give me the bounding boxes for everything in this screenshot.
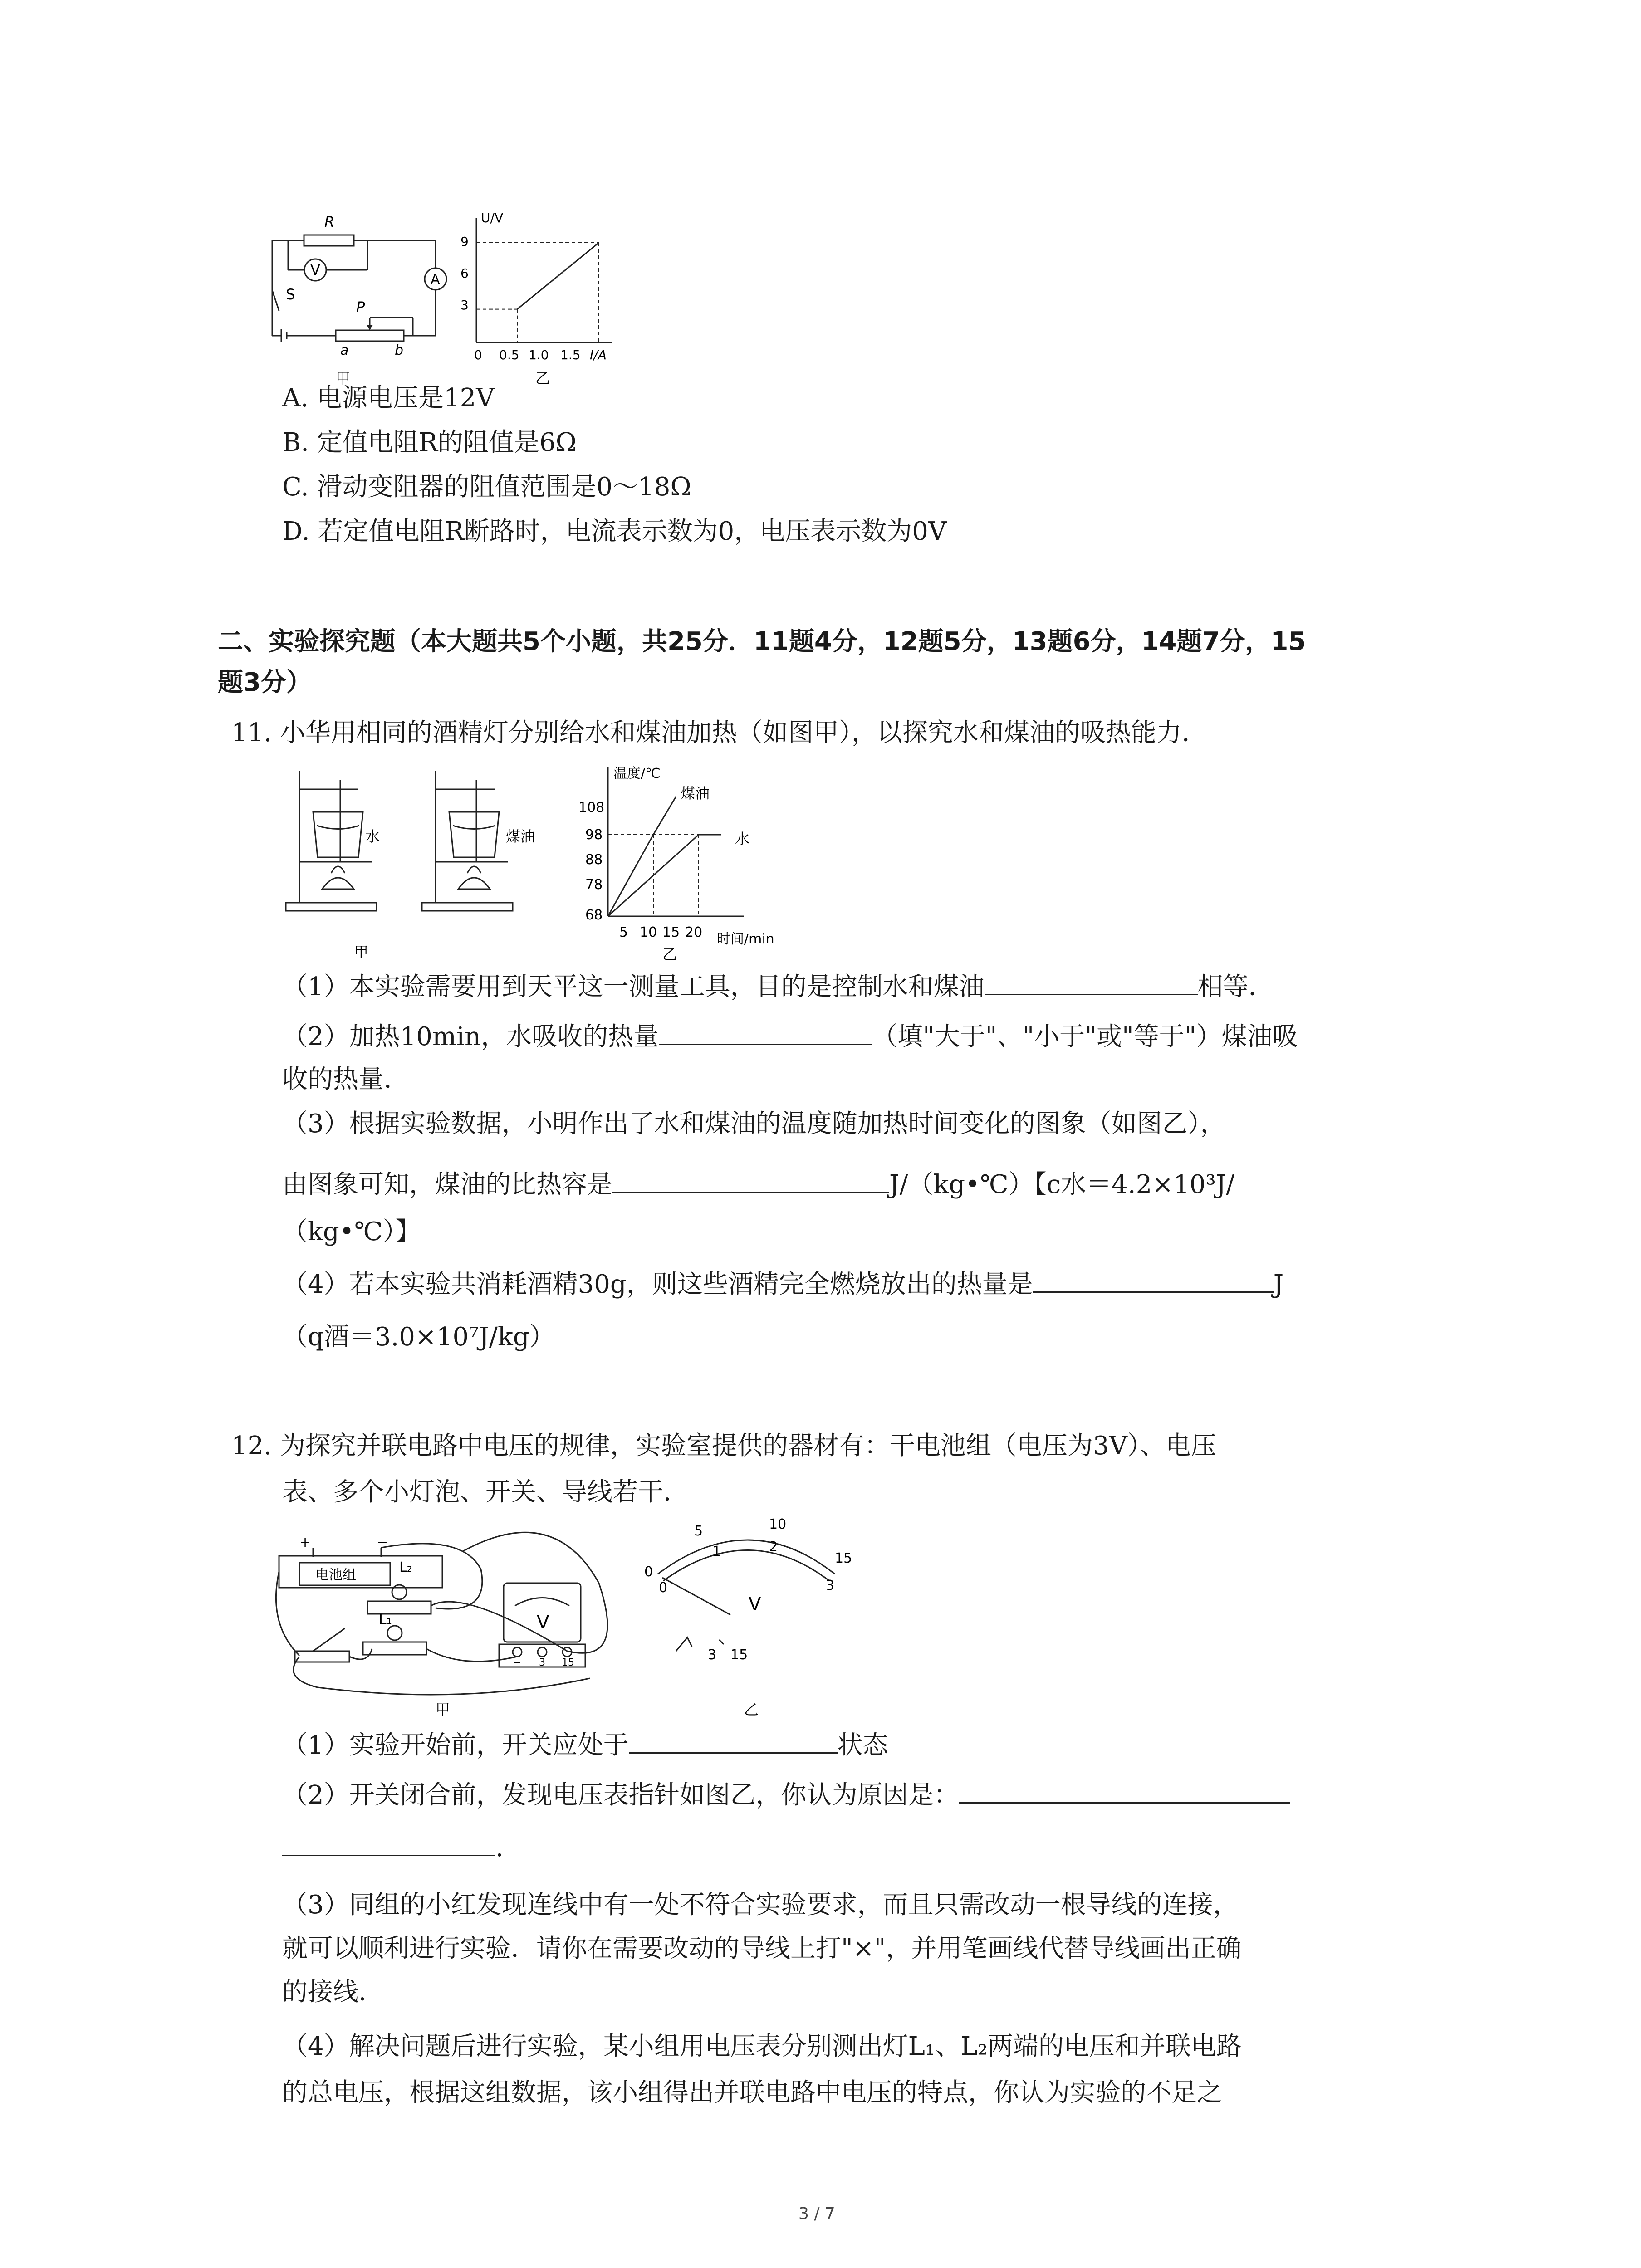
section-heading: 二、实验探究题（本大题共5个小题，共25分．11题4分，12题5分，13题6分，14题7分，15 bbox=[218, 627, 1306, 656]
x-tick: 15 bbox=[662, 924, 680, 940]
switch-base bbox=[295, 1651, 349, 1662]
answer-blank[interactable] bbox=[612, 1191, 889, 1193]
meter-terminal-15: 15 bbox=[730, 1647, 748, 1663]
x-tick: 10 bbox=[640, 924, 657, 940]
y-tick: 78 bbox=[585, 877, 603, 893]
q12-p3-cont: 就可以顺利进行实验．请你在需要改动的导线上打"×"，并用笔画线代替导线画出正确 bbox=[282, 1934, 1242, 1963]
x-axis-label: 时间/min bbox=[717, 931, 774, 947]
answer-blank[interactable] bbox=[659, 1043, 872, 1045]
y-tick: 88 bbox=[585, 852, 603, 868]
q12-p3-text: （3）同组的小红发现连线中有一处不符合实验要求，而且只需改动一根导线的连接， bbox=[282, 1890, 1239, 1920]
y-tick: 6 bbox=[460, 266, 469, 281]
kerosene-label: 煤油 bbox=[506, 828, 535, 845]
q11-part2 bbox=[282, 1024, 1298, 1050]
fig10-yi-label: 乙 bbox=[535, 370, 550, 387]
q12-fig-yi: 乙 bbox=[744, 1701, 759, 1718]
switch-icon bbox=[272, 290, 279, 311]
p-label: P bbox=[356, 298, 365, 316]
q12-p2-text: （2）开关闭合前，发现电压表指针如图乙，你认为原因是： bbox=[282, 1780, 959, 1810]
q10-option-b: B. 定值电阻R的阻值是6Ω bbox=[282, 428, 577, 457]
q11-p1-tail: 相等． bbox=[1197, 972, 1274, 1002]
scale-outer-10: 10 bbox=[769, 1516, 787, 1532]
battery-label: 电池组 bbox=[315, 1567, 356, 1583]
q12-part2 bbox=[282, 1780, 1290, 1810]
a-label: A bbox=[431, 272, 440, 288]
q12-p1-tail: 状态 bbox=[837, 1730, 888, 1760]
answer-blank[interactable] bbox=[282, 1854, 495, 1856]
q11-p3-text: （3）根据实验数据，小明作出了水和煤油的温度随加热时间变化的图象（如图乙）， bbox=[282, 1109, 1226, 1139]
lamp-l1-base bbox=[363, 1642, 426, 1655]
voltmeter-v: V bbox=[537, 1612, 549, 1633]
q11-stem: 11. 小华用相同的酒精灯分别给水和煤油加热（如图甲），以探究水和煤油的吸热能力． bbox=[231, 718, 1207, 748]
series-line bbox=[608, 835, 721, 916]
y-tick: 3 bbox=[460, 298, 469, 313]
terminal-15: 15 bbox=[562, 1657, 574, 1668]
q11-p1-text: （1）本实验需要用到天平这一测量工具，目的是控制水和煤油 bbox=[282, 972, 985, 1002]
meter-unit: V bbox=[749, 1594, 761, 1615]
x-axis-label: I/A bbox=[590, 347, 607, 362]
plus-sign: + bbox=[299, 1535, 311, 1550]
q10-option-a: A. 电源电压是12V bbox=[282, 383, 495, 413]
answer-blank[interactable] bbox=[985, 993, 1198, 995]
meter-terminal-3: 3 bbox=[708, 1647, 717, 1663]
q10-chart bbox=[460, 210, 612, 362]
terminal-minus: − bbox=[513, 1657, 521, 1668]
answer-blank[interactable] bbox=[1033, 1291, 1274, 1293]
q12-part1 bbox=[282, 1730, 888, 1760]
q11-p4-text: （4）若本实验共消耗酒精30g，则这些酒精完全燃烧放出的热量是 bbox=[282, 1270, 1033, 1299]
section-heading-cont: 题3分） bbox=[218, 668, 312, 697]
q11-part3 bbox=[282, 1172, 1234, 1198]
q11-p2-cont: 收的热量． bbox=[282, 1065, 409, 1094]
y-axis-label: U/V bbox=[481, 210, 504, 225]
q11-part4 bbox=[282, 1272, 1283, 1297]
lamp-l2-base bbox=[367, 1601, 431, 1614]
q12-fig-jia: 甲 bbox=[436, 1701, 451, 1718]
a-end-label: a bbox=[340, 342, 349, 358]
x-tick: 1.0 bbox=[529, 347, 549, 362]
q11-figure bbox=[281, 758, 826, 966]
scale-outer-15: 15 bbox=[835, 1550, 852, 1566]
scale-inner-3: 3 bbox=[826, 1578, 835, 1593]
water-label: 水 bbox=[365, 828, 380, 845]
r-label: R bbox=[324, 213, 335, 230]
series-label-kerosene: 煤油 bbox=[681, 785, 710, 802]
q10-option-d: D. 若定值电阻R断路时，电流表示数为0，电压表示数为0V bbox=[282, 517, 947, 546]
minus-sign: − bbox=[377, 1535, 388, 1550]
answer-blank[interactable] bbox=[959, 1802, 1290, 1804]
scale-inner-0: 0 bbox=[659, 1580, 668, 1596]
rheostat-icon bbox=[336, 330, 404, 341]
page-number: 3 / 7 bbox=[798, 2204, 835, 2223]
q12-stem: 12. 为探究并联电路中电压的规律，实验室提供的器材有：干电池组（电压为3V）、电压 bbox=[231, 1431, 1216, 1461]
q11-p3-cont: （kg•℃）】 bbox=[282, 1217, 421, 1246]
scale-outer-5: 5 bbox=[694, 1523, 703, 1539]
x-tick: 1.5 bbox=[560, 347, 581, 362]
q11-chart bbox=[578, 766, 774, 947]
b-end-label: b bbox=[395, 342, 404, 358]
x-tick: 0 bbox=[474, 347, 482, 362]
y-tick: 68 bbox=[585, 907, 603, 923]
q12-part2-cont bbox=[282, 1835, 504, 1861]
series-line bbox=[608, 797, 676, 916]
q11-p2-tail: （填"大于"、"小于"或"等于"）煤油吸 bbox=[872, 1022, 1298, 1051]
x-tick: 0.5 bbox=[499, 347, 519, 362]
q12-stem-cont: 表、多个小灯泡、开关、导线若干． bbox=[282, 1477, 689, 1507]
q11-part1 bbox=[282, 974, 1274, 1000]
series-line bbox=[517, 243, 599, 309]
q11-fig-yi: 乙 bbox=[662, 946, 677, 963]
q11-p4-tail: J bbox=[1273, 1270, 1284, 1299]
q12-p2-tail: . bbox=[495, 1833, 504, 1862]
y-axis-label: 温度/℃ bbox=[613, 766, 661, 782]
q11-p2-text: （2）加热10min，水吸收的热量 bbox=[282, 1022, 659, 1051]
scale-inner-2: 2 bbox=[769, 1539, 778, 1555]
scale-inner-1: 1 bbox=[712, 1544, 721, 1559]
s-label: S bbox=[286, 286, 295, 303]
q12-figure bbox=[272, 1515, 898, 1724]
fig10-jia-label: 甲 bbox=[336, 370, 351, 387]
series-label-water: 水 bbox=[735, 830, 750, 847]
q11-p4-cont: （q酒＝3.0×10⁷J/kg） bbox=[282, 1322, 555, 1352]
q11-p3-lead: 由图象可知，煤油的比热容是 bbox=[282, 1170, 612, 1199]
q10-figure bbox=[254, 200, 626, 390]
meter-arc bbox=[658, 1540, 835, 1574]
x-tick: 5 bbox=[619, 924, 628, 940]
l1-label: L₁ bbox=[379, 1612, 392, 1628]
terminal-3: 3 bbox=[539, 1657, 545, 1668]
bulb-l1-icon bbox=[387, 1626, 402, 1640]
y-tick: 108 bbox=[578, 800, 605, 816]
x-tick: 20 bbox=[685, 924, 703, 940]
q11-fig-jia: 甲 bbox=[354, 943, 369, 961]
v-label: V bbox=[310, 261, 320, 279]
y-tick: 98 bbox=[585, 827, 603, 843]
q12-p3-cont2: 的接线． bbox=[282, 1977, 384, 2007]
y-tick: 9 bbox=[460, 234, 469, 249]
answer-blank[interactable] bbox=[629, 1752, 838, 1754]
q12-p4-cont: 的总电压，根据这组数据，该小组得出并联电路中电压的特点，你认为实验的不足之 bbox=[282, 2078, 1222, 2107]
q10-option-c: C. 滑动变阻器的阻值范围是0～18Ω bbox=[282, 472, 691, 502]
q12-p1-text: （1）实验开始前，开关应处于 bbox=[282, 1730, 629, 1760]
scale-outer-0: 0 bbox=[644, 1564, 653, 1580]
switch-icon bbox=[313, 1628, 345, 1651]
l2-label: L₂ bbox=[399, 1559, 412, 1575]
battery-box bbox=[279, 1556, 442, 1588]
resistor-r bbox=[304, 235, 354, 246]
meter-needle bbox=[662, 1578, 730, 1615]
q11-p3-tail: J/（kg•℃）【c水＝4.2×10³J/ bbox=[889, 1170, 1235, 1199]
q12-p4-text: （4）解决问题后进行实验，某小组用电压表分别测出灯L₁、L₂两端的电压和并联电路 bbox=[282, 2032, 1242, 2061]
